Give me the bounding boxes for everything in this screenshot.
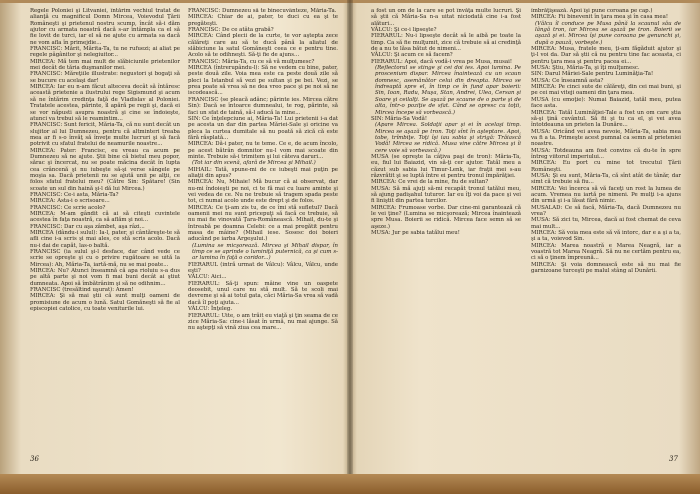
dialogue-line: FRANCISC: Măria-Ta, cu ce să vă mulţumesc?: [188, 58, 315, 65]
dialogue-line: MUSA: Şi eu sunt, Măria-Ta, că sînt atât de tânăr, dar simt că trebuie să fiu...: [531, 172, 681, 186]
dialogue-line: MIRCEA: Pater: Francisc, eu vreau ca acum pe Dumnezeu să ne ajute. Ştii bine că bietul meu popor, sărac şi încercat, nu se poate măcina decât în lupta cea crâncenă şi nu iubeşte să-şi verse sângele pe moşia sa. Dacă prietenii nu se ajută unii pe alţii, ce folos sfatul fratelui meu? (Către Sin: Spătare! (Sin scoate un sul din haină şi-l dă lui Mircea.): [30, 147, 180, 192]
dialogue-line: MIRCEA: Musa, fratele meu, ţi-am făgăduit ajutor şi ţi-l voi da. Dar să ştii că nu pentru tine fac aceasta, ci pentru ţara mea şi pentru pacea ei...: [531, 46, 681, 65]
dialogue-line: FRANCISC: Ce scrie acolo?: [30, 204, 106, 211]
dialogue-line: MIRCEA: Frumoase vorbe. Dar cine-mi garantează că le vei ţine? (Lumina se micşorează; Mircea înaintează spre Musa. Boierii se ridică. Mircea face semn să se aşeze.): [371, 204, 521, 230]
dialogue-line: MIRCEA (întrerupându-l): Să ne vedem cu bine, pater, peste două zile. Voia mea este ca peste două zile să pleci la Istanbul să vezi pe sultan şi pe bei. Vezi, se prea poate să vrea să ne dea vreo pace şi pe noi să ne iscodească...: [188, 65, 338, 97]
book-cover-bottom: [0, 474, 700, 494]
dialogue-line: MUSA: Ştiu, Măria-Ta, şi îţi mulţumesc.: [531, 65, 640, 72]
dialogue-line: FRANCISC: De ce atâta grabă?: [188, 27, 274, 34]
stage-direction: (Vălcu îl conduce pe Musa până la scaunul său de lângă tron, iar Mircea se aşază pe tron. Boierii se aşază şi ei. Mircea îşi pune coroana pe genunchi şi, după o pauză, vorbeşte.): [535, 20, 681, 46]
dialogue-line: MIRCEA: M-am gândit că ai să citeşti cuvintele acestea în faţa noastră, ca să aflăm şi noi...: [30, 211, 180, 224]
dialogue-line: MUSA: Totdeauna am fost convins că du-te în spre întreg viitorul imperiului...: [531, 147, 681, 160]
dialogue-line: MIRCEA: Marea noastră e Marea Neagră, iar a voastră tot Marea Neagră. Să nu ne certăm pentru ea, ci să o ţinem împreună...: [531, 242, 681, 262]
dialogue-line: FIERARUL: Nu-i lipseşte decât să le aibă pe toate la timp. Ca să fie mulţumit, zice că trebuie să ai credinţă de a nu te lăsa bătut de nimeni...: [371, 33, 521, 53]
dialogue-line: MIRCEA: Şi să mai ştii că sunt mulţi oameni de promisiune de acum o lună. Satul Gomăneşti să fie al episcopiei catolice, cu toate veniturile lui.: [30, 293, 180, 313]
dialogue-line: VÂLCU: Înţeleg.: [188, 306, 233, 313]
dialogue-line: MIRCEA: Tatăl Luminăţiei-Tale a fost un om care ştia să-şi ţină cuvântul. Să fii şi tu ca el, şi vei avea întotdeauna un prieten la Dunăre...: [531, 109, 681, 129]
dialogue-line: MIRCEA: Ce vrei de la mine, fiu de sultan?: [371, 179, 489, 186]
right-page: [351, 0, 700, 494]
dialogue-line: FRANCISC: Sunt fericit, Măria-Ta, că nu sunt decât un slujitor al lui Dumnezeu, pentru că altminteri treaba mea ar fi s-o învăţ să înveţe multe lucruri şi să facă potrivit cu sfatul fratelui de neamurile noastre...: [30, 122, 180, 148]
dialogue-line: MUSA: Jur pe sabia tatălui meu!: [371, 230, 460, 237]
dialogue-line: MUSA: Oricând vei avea nevoie, Măria-Ta, sabia mea va fi a ta. Primeşte acest pumnal ca semn al prieteniei noastre.: [531, 128, 681, 148]
dialogue-line: FIERARUL (intră urmat de Vâlcu): Vâlcu, Vâlcu, unde eşti?: [188, 261, 338, 275]
dialogue-line: MIRCEA: Când plecii de la curte, te vor aştepta zece călăreţi care au să te ducă până la aliatul de slăbiciune la satul Gomăneşti ceea ce e pentru tine. Acolo să te odihneşti. Să-ţi fie de ajuns...: [188, 33, 338, 59]
dialogue-line: MIHAIL: Tată, spune-mi de ce iubeşti mai puţin pe aliaţii din apus?: [188, 166, 338, 179]
left-page-number: 36: [30, 455, 39, 463]
dialogue-line: MIRCEA: Asta-i o scrisoare...: [30, 198, 110, 205]
dialogue-line: MUSA: Să mă ajuţi să-mi recapăt tronul tatălui meu, să ajung padişahul tuturor. Iar eu îţi voi da pace şi vei fi liniştit din partea turcilor.: [371, 185, 521, 205]
dialogue-line: VÂLCU: Aici...: [188, 274, 227, 281]
dialogue-line: MUSA (cu emoţie): Numai Baiazid, tatăl meu, putea face asta.: [531, 96, 681, 110]
stage-direction: (Lumina se micşorează. Mircea şi Mihail dispar, în timp ce se aprinde o luminiţă puternică, ca şi cum s-ar lumina în faţă o coridor...): [192, 242, 338, 262]
right-page-number: 37: [669, 455, 678, 463]
dialogue-line: a fost un om de la care se pot învăţa multe lucruri. Şi să ştii că Măria-Sa n-a uitat niciodată cine i-a fost alături...: [371, 8, 521, 27]
left-page-column-2: [188, 8, 338, 448]
dialogue-line: VÂLCU: Şi acum ce să facem?: [371, 52, 453, 59]
dialogue-line: MIRCEA: Dă-i pater, nu te teme. Ce e, de acum încolo, pe acest bătrân domnitor nu-l vom mai scoate din minte. Trebuie să-i trimitem şi lui câteva daruri...: [188, 141, 338, 160]
dialogue-line: MIRCEA: Nu, Mihaie! Mă bucur că ai observat, dar nu-mi îndoieşti pe noi, ci te fă mai cu luare aminte şi vei vedea de ce. Nu ne trebuie să tragem spada peste tot, ci numai acolo unde este drept şi de folos.: [188, 179, 338, 205]
dialogue-line: MIRCEA: Eu port cu mine tot trecutul Ţării Româneşti.: [531, 160, 681, 173]
dialogue-line: FRANCISC: Măreţiile illustrate: negustori şi bogaţi să se bucure cu acelaşi dar!: [30, 71, 180, 84]
dialogue-line: SIN: Ce înţelepciune ai, Măria-Ta! Lui prietenii i-a dat pe acesta un dar din partea Măriei-Sale şi oricine va pleca la curtea dumitale să nu poată să zică că este fără răsplată...: [188, 115, 338, 141]
dialogue-line: MIRCEA: Chiar de ai, pater, te duci cu ea şi te pregăteşti.: [188, 14, 338, 27]
right-page-column-2: [531, 8, 681, 448]
dialogue-line: FRANCISC: Dar cu aşa zâmbet, aşa râzi...: [30, 223, 145, 230]
dialogue-line: FRANCISC: Ce-i asta, Măria-Ta?: [30, 191, 119, 198]
stage-direction: (Apare Mircea. Soldaţii apar şi ei în acelaşi timp. Mircea se aşază pe tron. Toţi sînt în aşteptare. Apoi, tobe, trîmbiţe. Toţi îşi iau sabia şi strigă: Trăiască Vodă! Mircea se ridică. Musa vine către Mircea şi îi cere voie să vorbească.): [375, 122, 521, 154]
dialogue-line: MUSA: Să zici tu, Mircea, dacă ai fost chemat de ceva mai mult...: [531, 217, 681, 230]
dialogue-line: MUSALAD: Ce să facă, Măria-Ta, dacă Dumnezeu nu vrea?: [531, 204, 681, 217]
dialogue-line: MIRCEA: Pe cinci sute de călăreţi, din cei mai buni, şi pe cei mai viteji oameni din ţara mea.: [531, 84, 681, 97]
stage-direction: (Reflectorul se stinge şi cei doi ies. Apoi lumina. Pe proscenium dispar. Mircea înaintează cu un scaun domnesc, asemănător celui din dreapta. Mircea se îndreaptă spre el, în timp ce în fund apar boierii: Sin, Ioan, Radu, Muşa, Stan, Andrei, Ulea, Cersan şi Soare şi ceilalţi. Se aşază pe scaune de o parte şi de alta, într-o poziţie de sfat. Când se opresc cu toţii, Mircea începe să vorbească.): [375, 65, 521, 116]
dialogue-line: FRANCISC (tresăltind uşurat): Amen!: [30, 287, 134, 294]
dialogue-line: MIRCEA: Mă tem mai mult de slăbiciunile prietenilor mei decât de tăria duşmanilor mei.: [30, 58, 180, 72]
dialogue-line: MIRCEA: Vei încerca să vă faceţi un rost la lumea de acum. Vremea nu iartă pe nimeni. Pe mulţi i-a ajuns din urmă şi i-a lăsat fără nimic.: [531, 185, 681, 205]
dialogue-line: FIERARUL: Apoi, dacă vodă-i vrea pe Musa, musai!: [371, 58, 512, 65]
dialogue-line: FIERARUL: Să-ţi spun: mâine vine un oaspete deosebit, unul care nu stă mult. Să te scoli mai devreme şi să ai totul gata, căci Măria-Sa vrea să vadă dacă îl poţi ajuta...: [188, 280, 338, 306]
dialogue-line: SIN: Măria-Sa Vodă!: [371, 115, 428, 122]
dialogue-line: MIRCEA: Iar eu n-am făcut alteceva decât să întăresc această prietenie a ilustrului rege Sigismund şi acum să ne întărim credinţa faţă de Vladislav al Poloniei. Tratatele acestea, părinte, îl apără pe regii şi, dacă ei se vor năpusti asupra noastră şi cine se îndoieşte, atunci va trebui să le reamintim...: [30, 84, 180, 122]
left-page: [0, 0, 349, 494]
dialogue-line: MIRCEA: Nu? Atunci înseamnă că apa rioluiu s-a dus pe altă parte şi noi vom fi mai buni decât ai ştiut dumneata. Apoi să îmbătrânim şi să ne odihnim...: [30, 268, 180, 287]
dialogue-line: Regele Poloniei şi Litvaniei, întărim vechiul tratat de alianţă cu magnificul Domn Mircea, Voievodul Ţării Româneşti şi prietenul nostru scump, încât să-i dăm ajutor cu armata noastră dacă s-ar întâmpla ca el să fie lovit de turci, iar el să ne ajute cu armata sa dacă ne vom afla în primejdie...: [30, 8, 180, 46]
left-page-column-1: [30, 8, 180, 448]
dialogue-line: MIRCEA: Ce ţi-am zis tu, de ce îmi stă sufletul? Dacă oamenii mei nu sunt pricepuţi să facă ce trebuie, să nu mai fie vinovată Ţara-Românească. Mihail, du-te şi întreabă pe doamna Celebi: ce a mai pregătit pentru masa de mâine? (Mihail iese. Sosesc doi boieri aducând pe iarba Argeşului.): [188, 204, 338, 243]
dialogue-line: FRANCISC (se pleacă adânc; părinte ies. Mircea către Sin): Dacă se întoarce dumnealui, te rog, părinte, să faci un sfat de taină, să-l aducă la mine...: [188, 96, 338, 116]
dialogue-line: MIRCEA: Fii binevenit în ţara mea şi în casa mea!: [531, 14, 668, 21]
dialogue-line: VÂLCU: Şi ce-i lipseşte?: [371, 27, 437, 34]
dialogue-line: SIN: Darul Măriei-Sale pentru Luminăţia-Ta!: [531, 71, 654, 78]
right-page-column-1: [371, 8, 521, 448]
dialogue-line: MUSA (se opreşte la câţiva paşi de tron): Măria-Ta, eu, fiul lui Baiazid, vin să-ţi cer ajutor. Tatăl meu a căzut sub sabia lui Timur-Lenk, iar fraţii mei s-au răzvrătit şi se luptă între ei pentru tronul împărăţiei.: [371, 153, 521, 179]
dialogue-line: MUSA: Ce înseamnă asta?: [531, 77, 604, 84]
stage-direction: (Tot iar din scenă, afară de Mircea şi Mihail.): [192, 160, 316, 167]
dialogue-line: FRANCISC: Mărit, Mărita-Ta, tu ne rufuezi; ai aliat pe regele pâgânitor şi nelegiuitor...: [30, 46, 180, 59]
dialogue-line: FRANCISC (ia sulul şi-l desface, dar când vede ce scrie se opreşte şi cu o privire rugătoare se uită la Mircea): Ah, Măria-Ta, iartă-mă, nu se mai poate...: [30, 249, 180, 268]
dialogue-line: MIRCEA (dându-i sulul): Ia-l, pater, şi cântăreşte-te să afli cine i-a scris şi mai ales, ce stă scris acolo. Dacă nu-i dai de capăt, las-o baltă.: [30, 230, 180, 249]
dialogue-line: FRANCISC: Dumnezeu să te binecuvânteze, Măria-Ta.: [188, 8, 337, 14]
dialogue-line: MIRCEA: Să voia mea este să vă intorc, dar e a şi a ta, şi a ta, voievod Sin.: [531, 230, 681, 243]
dialogue-line: FIERARUL: Uite, o am trăit eu viaţă şi ţin seama de ce zice Măria-Sa: cine-i lăsat în urmă, nu mai ajunge. Să nu aştepţi să vină ziua cea mare...: [188, 312, 338, 332]
dialogue-line: MIRCEA: Şi voia domnească este să nu mai fie garnizoane turceşti pe malul stâng al Dunării.: [531, 261, 681, 275]
dialogue-line: îmbrăţişează. Apoi îşi pune coroana pe cap.): [531, 8, 653, 14]
